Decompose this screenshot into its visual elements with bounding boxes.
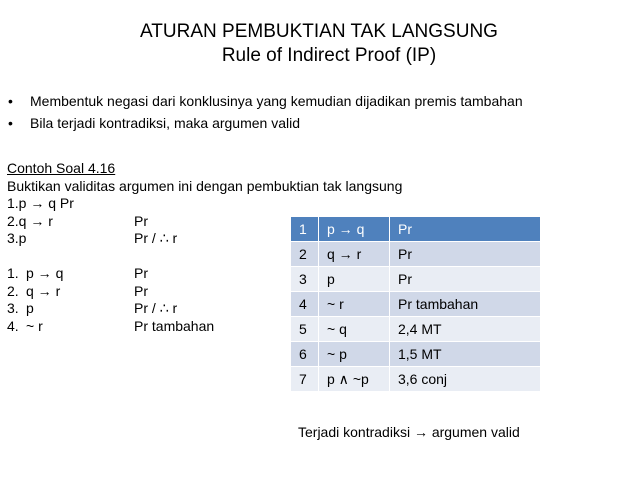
- title-line-1: ATURAN PEMBUKTIAN TAK LANGSUNG: [140, 21, 498, 42]
- table-cell: ~ q: [319, 317, 390, 342]
- table-cell: 3,6 conj: [390, 367, 541, 392]
- table-cell: Pr: [390, 217, 541, 242]
- table-row: [291, 242, 541, 267]
- table-cell: 3: [291, 267, 319, 292]
- table-row: [291, 267, 541, 292]
- table-cell: p: [319, 267, 390, 292]
- table-cell: q → r: [319, 242, 390, 267]
- example-heading: Contoh Soal 4.16: [7, 160, 116, 176]
- bullet-text: Bila terjadi kontradiksi, maka argumen valid: [30, 115, 301, 131]
- argument-note: Pr: [134, 212, 148, 229]
- argument-line: [7, 195, 402, 213]
- step-number: 3.: [7, 300, 19, 316]
- step-note: Pr / ∴ r: [134, 300, 178, 316]
- table-cell: 2,4 MT: [390, 317, 541, 342]
- proof-table: [290, 216, 541, 392]
- argument-note: Pr / ∴ r: [134, 230, 178, 246]
- step-statement: q → r: [26, 282, 61, 299]
- bullet-list: [8, 90, 523, 134]
- step-statement: ~ r: [26, 317, 43, 334]
- step-statement: p → q: [26, 265, 64, 281]
- table-cell: ~ p: [319, 342, 390, 367]
- step-note: Pr: [134, 282, 148, 299]
- table-cell: p → q: [319, 217, 390, 242]
- table-row: [291, 367, 541, 392]
- argument-statement: 2.q → r: [7, 212, 53, 229]
- step-note: Pr tambahan: [134, 317, 215, 334]
- argument-statement: 3.p: [7, 230, 27, 246]
- bullet-text: Membentuk negasi dari konklusinya yang kemudian dijadikan premis tambahan: [30, 93, 523, 109]
- table-cell: Pr: [390, 242, 541, 267]
- table-cell: 4: [291, 292, 319, 317]
- step-number: 1.: [7, 265, 19, 281]
- table-cell: Pr: [390, 267, 541, 292]
- table-row: [291, 317, 541, 342]
- bullet-item: [8, 112, 523, 134]
- title-line-2: Rule of Indirect Proof (IP): [221, 45, 437, 66]
- table-cell: Pr tambahan: [390, 292, 541, 317]
- table-cell: 1,5 MT: [390, 342, 541, 367]
- bullet-item: [8, 90, 523, 112]
- table-cell: 6: [291, 342, 319, 367]
- table-row: [291, 342, 541, 367]
- step-statement: p: [26, 300, 34, 316]
- table-cell: ~ r: [319, 292, 390, 317]
- example-instruction: Buktikan validitas argumen ini dengan pembuktian tak langsung: [7, 177, 403, 194]
- step-note: Pr: [134, 265, 148, 281]
- bullet-dot-icon: •: [8, 115, 13, 131]
- table-cell: 2: [291, 242, 319, 267]
- table-cell: 1: [291, 217, 319, 242]
- conclusion-text: Terjadi kontradiksi → argumen valid: [298, 424, 520, 440]
- table-cell: 5: [291, 317, 319, 342]
- step-number: 4.: [7, 317, 19, 334]
- table-row: [291, 292, 541, 317]
- step-number: 2.: [7, 282, 19, 299]
- slide-title: [0, 20, 638, 68]
- table-cell: 7: [291, 367, 319, 392]
- table-cell: p ∧ ~p: [319, 367, 390, 392]
- argument-statement: 1.p → q Pr: [7, 195, 74, 211]
- bullet-dot-icon: •: [8, 93, 13, 109]
- table-header-row: [291, 217, 541, 242]
